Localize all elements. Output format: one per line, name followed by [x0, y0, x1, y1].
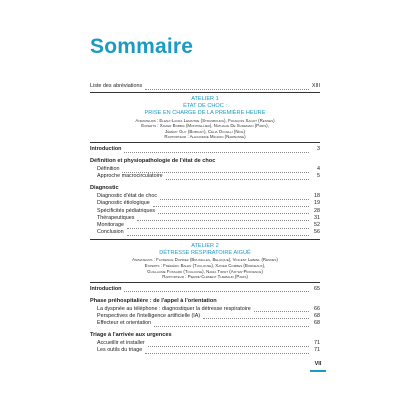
- toc-entry-label: Effecteur et orientation: [97, 320, 152, 327]
- toc-entry-page: 19: [314, 200, 320, 207]
- toc-entry-page: 71: [314, 339, 320, 346]
- leader-dots: [158, 208, 309, 214]
- toc-entry-page: 52: [314, 222, 320, 229]
- atelier-2-entries: [90, 286, 320, 355]
- toc-entry[interactable]: [90, 146, 320, 153]
- page-title: Sommaire: [90, 35, 194, 58]
- atelier-title-line-2: PRISE EN CHARGE DE LA PREMIÈRE HEURE: [144, 109, 266, 116]
- toc-entry-page: 31: [314, 214, 320, 221]
- toc-entry-label: La dyspnée au téléphone : diagnostiquer la détresse respiratoire: [97, 305, 251, 312]
- toc-entry[interactable]: [90, 320, 320, 327]
- leader-dots: [148, 341, 309, 347]
- leader-dots: [145, 84, 309, 90]
- toc-entry[interactable]: [90, 200, 320, 207]
- toc-entry-page: XIII: [311, 83, 320, 89]
- toc-entry[interactable]: [90, 222, 320, 229]
- leader-dots: [127, 230, 309, 236]
- animateurs-line: Animateurs : Florence Dupriez (Bruxelles, Belgique), Vincent Lebrel (Rennes): [132, 257, 278, 263]
- atelier-1-entries: [90, 146, 320, 237]
- page-corner-mask: [378, 360, 390, 375]
- section-divider: [90, 92, 320, 93]
- toc-entry-label: Les outils du triage: [97, 347, 143, 354]
- toc-entry-page: 18: [314, 192, 320, 199]
- toc-entry[interactable]: [90, 286, 320, 293]
- toc-entry-abbreviations[interactable]: [90, 83, 320, 90]
- experts-line-2: Jérémy Guy (Bobigny), Célia Occelli (Nice): [165, 128, 245, 134]
- toc-entry-label: Diagnostic étiologique: [97, 200, 150, 207]
- leader-dots: [137, 215, 309, 221]
- toc-entry-label: Définition: [97, 165, 120, 172]
- toc-entry-page: 66: [314, 305, 320, 312]
- toc-entry[interactable]: [90, 215, 320, 222]
- toc-entry-page: 5: [317, 173, 320, 180]
- toc-entry-page: 68: [314, 312, 320, 319]
- leader-dots: [254, 306, 309, 312]
- experts-line-1: Experts : Xavier Bobbia (Montpellier), Nathalie De Suremain (Paris),: [141, 123, 269, 129]
- leader-dots: [124, 147, 309, 153]
- section-divider: [90, 282, 320, 283]
- toc-entry-page: 71: [314, 347, 320, 354]
- toc-entry-page: 3: [317, 146, 320, 153]
- leader-dots: [122, 167, 309, 173]
- animateurs-line: Animateurs : Elena-Laura Lemaitre (Strasbourg), François Sagot (Rennes): [135, 117, 275, 123]
- leader-dots: [153, 201, 309, 207]
- toc-entry[interactable]: [90, 340, 320, 347]
- toc-entry-page: 28: [314, 207, 320, 214]
- leader-dots: [127, 223, 309, 229]
- toc-entry-label: Introduction: [90, 285, 122, 292]
- toc-entry[interactable]: [90, 306, 320, 313]
- leader-dots: [166, 174, 309, 180]
- atelier-credits: [90, 257, 320, 279]
- toc-entry-label: Conclusion: [97, 229, 124, 236]
- toc-entry[interactable]: [90, 166, 320, 173]
- atelier-2-header: [90, 243, 320, 280]
- leader-dots: [145, 348, 309, 354]
- rapporteur-line: Rapporteur : Pierre-Clément Thiebaud (Paris): [162, 274, 248, 280]
- rapporteur-line: Rapporteur : Alexandre Mignon (Narbonne): [164, 134, 246, 140]
- leader-dots: [160, 194, 309, 200]
- toc-section-heading: Phase préhospitalière : de l'appel à l'orientation: [90, 298, 217, 304]
- toc-entry-page: 4: [317, 165, 320, 172]
- experts-line-2: Guillaume Fossard (Toulouse), Nadia Timsit (Aix-en-Provence): [147, 268, 263, 274]
- toc-entry-label: Spécificités pédiatriques: [97, 207, 156, 214]
- toc-entry[interactable]: [90, 229, 320, 236]
- toc-entry-label: Thérapeutiques: [97, 214, 135, 221]
- atelier-number: ATELIER 1: [191, 96, 219, 103]
- toc-entry-label: Introduction: [90, 146, 122, 153]
- atelier-title-line-1: DÉTRESSE RESPIRATOIRE AIGUË: [159, 249, 251, 256]
- toc-entry[interactable]: [90, 193, 320, 200]
- toc-entry[interactable]: [90, 347, 320, 354]
- toc-entry[interactable]: [90, 208, 320, 215]
- experts-line-1: Experts : Frédéric Balen (Toulouse), Xavier Combes (Bordeaux),: [144, 262, 266, 268]
- toc-section-heading: Diagnostic: [90, 185, 119, 192]
- toc-entry[interactable]: [90, 173, 320, 180]
- toc-entry-label: Accueillir et installer: [97, 339, 145, 346]
- leader-dots: [203, 313, 309, 319]
- toc-entry-label: Diagnostic d'état de choc: [97, 192, 158, 199]
- section-divider: [90, 142, 320, 143]
- leader-dots: [154, 321, 309, 327]
- toc-entry-label: Perspectives de l'intelligence artificielle (IA): [97, 312, 201, 319]
- toc-entry-page: 68: [314, 320, 320, 327]
- toc-entry-page: 56: [314, 229, 320, 236]
- section-divider: [90, 239, 320, 240]
- toc-entry-label: Liste des abréviations: [90, 83, 143, 89]
- page-number: VII: [310, 360, 326, 372]
- atelier-credits: [90, 118, 320, 140]
- atelier-title-line-1: ÉTAT DE CHOC :: [183, 103, 227, 110]
- table-of-contents: [90, 83, 320, 354]
- toc-section-heading: Triage à l'arrivée aux urgences: [90, 332, 172, 339]
- toc-entry-page: 65: [314, 285, 320, 292]
- atelier-1-header: [90, 96, 320, 140]
- leader-dots: [124, 286, 309, 292]
- toc-entry-label: Approche macrocirculatoire: [97, 173, 163, 180]
- toc-entry-label: Monitorage: [97, 222, 124, 229]
- atelier-number: ATELIER 2: [191, 242, 219, 249]
- toc-entry[interactable]: [90, 313, 320, 320]
- toc-section-heading: Définition et physiopathologie de l'état de choc: [90, 158, 216, 165]
